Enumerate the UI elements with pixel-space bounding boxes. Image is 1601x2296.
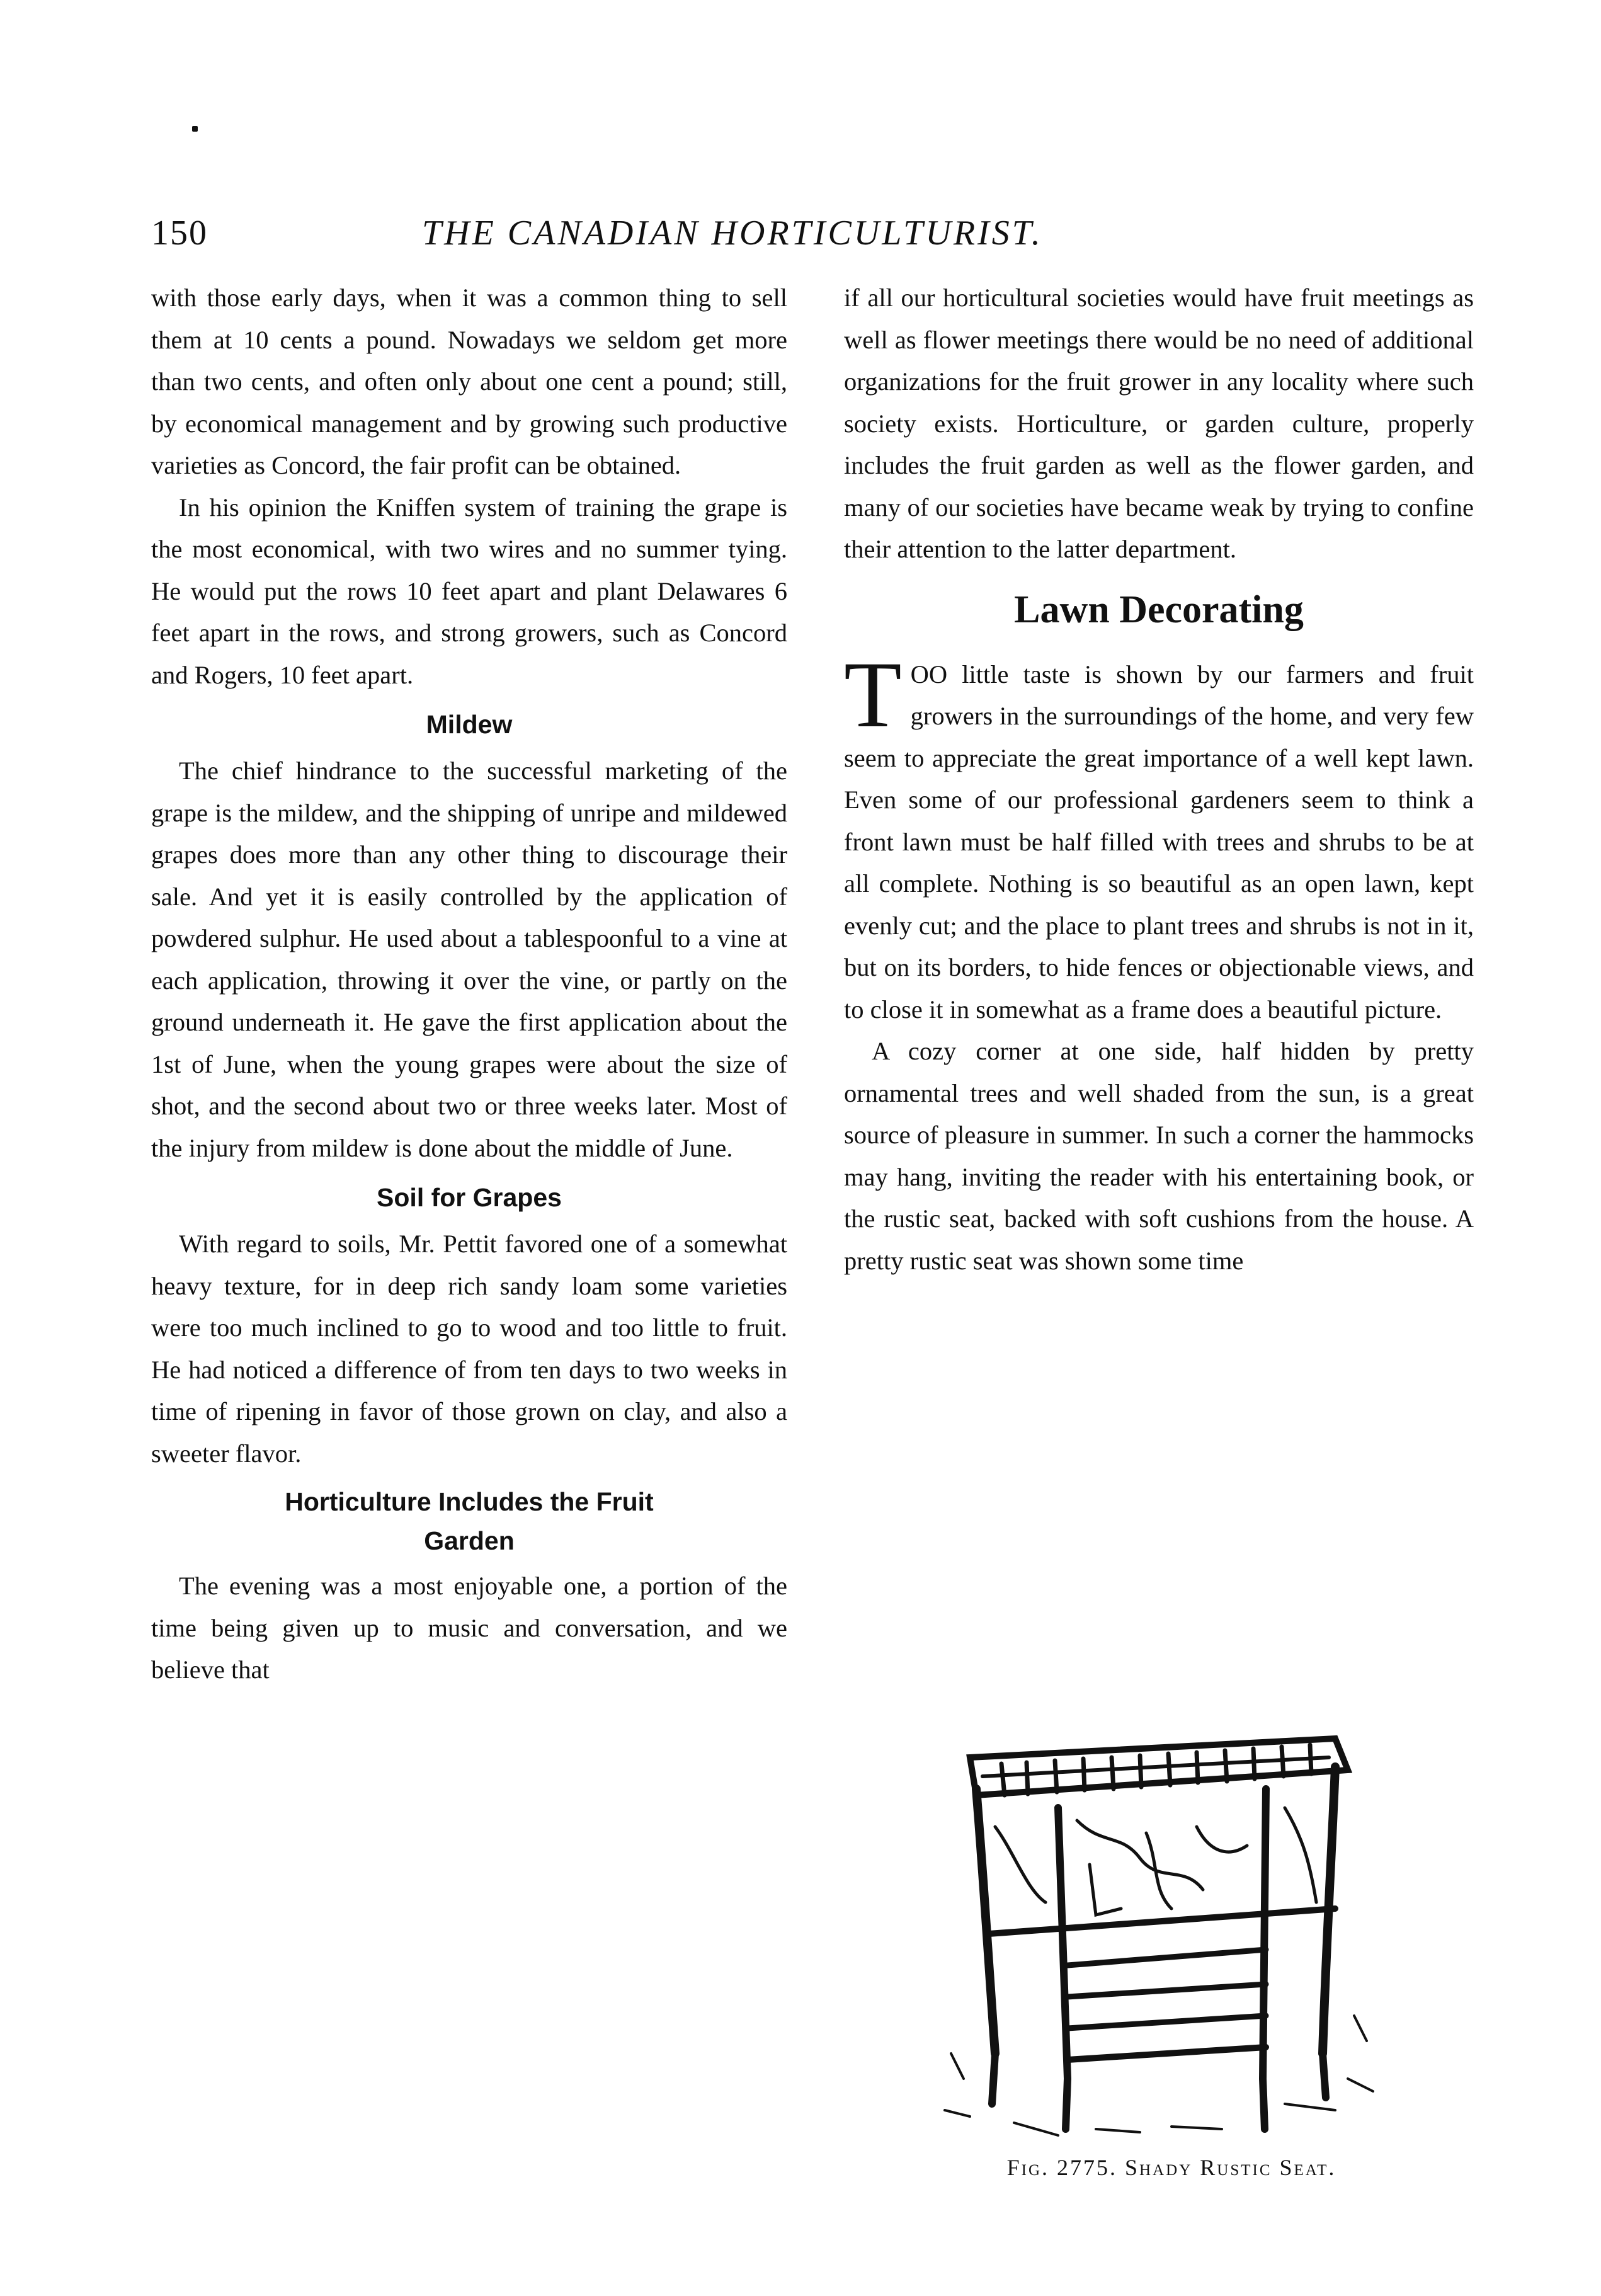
- stray-mark: [192, 126, 198, 132]
- rustic-seat-illustration: [932, 1701, 1386, 2142]
- right-column: [844, 277, 1474, 1282]
- figure-caption: Fig. 2775. Shady Rustic Seat.: [1006, 2155, 1336, 2180]
- paragraph: A cozy corner at one side, half hidden by pretty ornamental trees and well shaded from the sun, is a great source of pleasure in summer. In such a corner the hammocks may hang, inviting the reader with his entertaining book, or the rustic seat, backed with soft cushions from the house. A pretty rustic seat was shown some time: [844, 1037, 1474, 1275]
- paragraph: The evening was a most enjoyable one, a portion of the time being given up to music and conversation, and we believe that: [151, 1572, 787, 1684]
- paragraph: with those early days, when it was a common thing to sell them at 10 cents a pound. Nowadays we seldom get more than two cents, and often only about one cent a pound; still, by economical management and by growing such productive varieties as Concord, the fair profit can be obtained.: [151, 283, 787, 479]
- paragraph: if all our horticultural societies would have fruit meetings as well as flower meetings there would be no need of additional organizations for the fruit grower in any locality where such society exists. Horticulture, or garden culture, properly includes the fruit garden as well as the flower garden, and many of our societies have became weak by trying to confine their attention to the latter department.: [844, 283, 1474, 563]
- drop-cap: T: [844, 642, 902, 747]
- section-heading-mildew: Mildew: [426, 710, 513, 739]
- article-title-lawn-decorating: Lawn Decorating: [1014, 588, 1304, 631]
- heading-line: Horticulture Includes the Fruit: [285, 1487, 654, 1516]
- paragraph: The chief hindrance to the successful marketing of the grape is the mildew, and the shipping of unripe and mildewed grapes does more than any other thing to discourage their sale. And yet it is easily controlled by the application of powdered sulphur. He used about a tablespoonful to a vine at each application, throwing it over the vine, or partly on the ground underneath it. He gave the first application about the 1st of June, when the young grapes were about the size of shot, and the second about two or three weeks later. Most of the injury from mildew is done about the middle of June.: [151, 757, 787, 1162]
- running-title: THE CANADIAN HORTICULTURIST.: [422, 214, 1043, 253]
- heading-line: Garden: [424, 1526, 515, 1555]
- paragraph: In his opinion the Kniffen system of training the grape is the most economical, with two wires and no summer tying. He would put the rows 10 feet apart and plant Delawares 6 feet apart in the rows, and strong growers, such as Concord and Rogers, 10 feet apart.: [151, 493, 787, 689]
- section-heading-soil: Soil for Grapes: [377, 1183, 562, 1212]
- paragraph: [844, 642, 1474, 1031]
- section-heading-horticulture: [151, 1482, 787, 1560]
- left-column: [151, 277, 787, 1691]
- paragraph-text: OO little taste is shown by our farmers and fruit growers in the surroundings of the home, and very few seem to appreciate the great importance of a well kept lawn. Even some of our professional gardeners seem to think a front lawn must be half filled with trees and shrubs to be at all complete. Nothing is so beautiful as an open lawn, kept evenly cut; and the place to plant trees and shrubs is not in it, but on its borders, to hide fences or objectionable views, and to close it in somewhat as a frame does a beautiful picture.: [844, 660, 1474, 1024]
- page-header: [151, 213, 1417, 263]
- page-number: 150: [151, 214, 208, 253]
- paragraph: With regard to soils, Mr. Pettit favored one of a somewhat heavy texture, for in deep rich sandy loam some varieties were too much inclined to go to wood and too little to fruit. He had noticed a difference of from ten days to two weeks in time of ripening in favor of those grown on clay, and also a sweeter flavor.: [151, 1230, 787, 1468]
